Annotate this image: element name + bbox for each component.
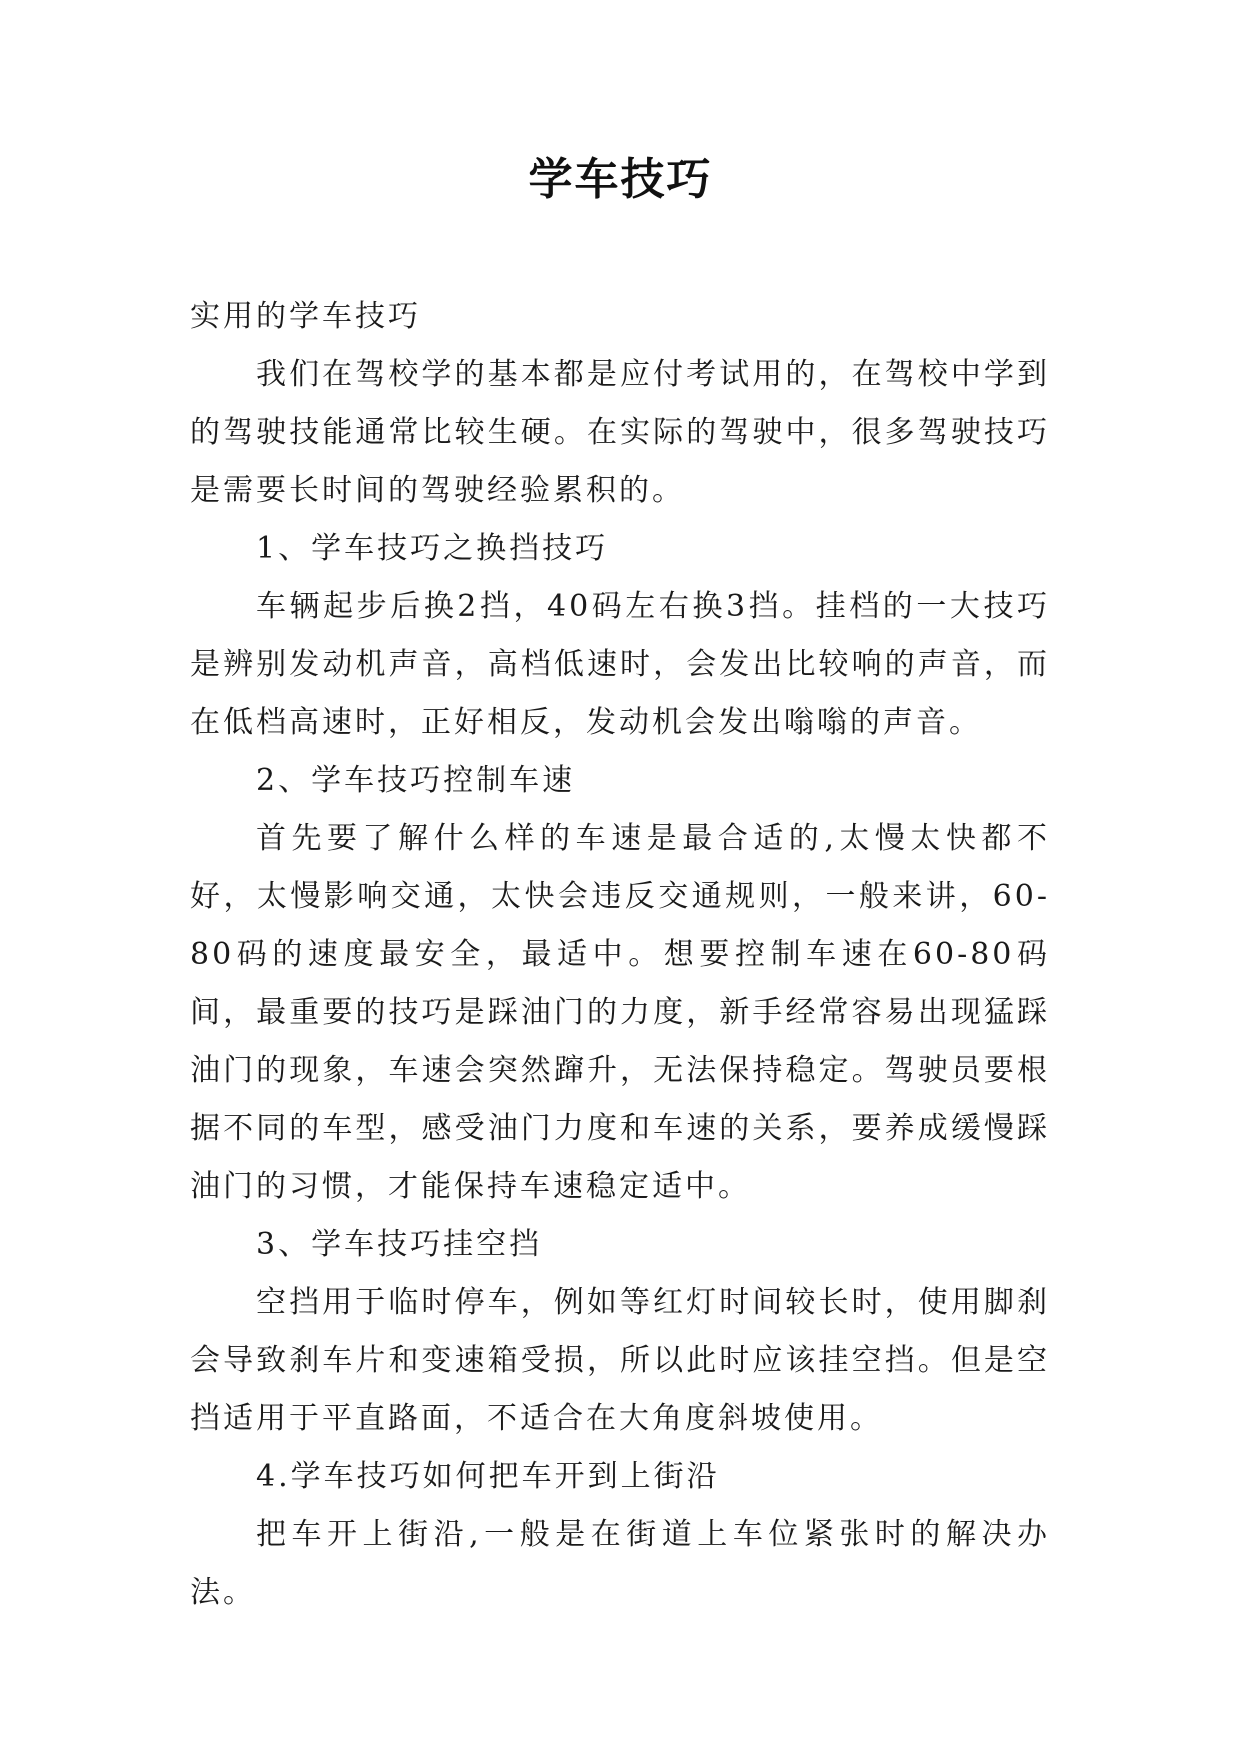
section-heading-2: 2、学车技巧控制车速 (256, 763, 576, 798)
paragraph-section-3: 空挡用于临时停车，例如等红灯时间较长时，使用脚刹会导致刹车片和变速箱受损，所以此时应该挂空挡。但是空挡适用于平直路面，不适合在大角度斜坡使用。 (190, 1285, 1050, 1436)
section-heading-3: 3、学车技巧挂空挡 (256, 1227, 543, 1262)
document-body (190, 288, 1050, 1622)
paragraph-section-1: 车辆起步后换2挡，40码左右换3挡。挂档的一大技巧是辨别发动机声音，高档低速时，会发出比较响的声音，而在低档高速时，正好相反，发动机会发出嗡嗡的声音。 (190, 589, 1050, 740)
paragraph-subtitle: 实用的学车技巧 (190, 299, 421, 334)
section-heading-1: 1、学车技巧之换挡技巧 (256, 531, 609, 566)
paragraph-section-4: 把车开上街沿,一般是在街道上车位紧张时的解决办法。 (190, 1517, 1050, 1610)
section-heading-4: 4.学车技巧如何把车开到上街沿 (256, 1459, 720, 1494)
paragraph-intro: 我们在驾校学的基本都是应付考试用的，在驾校中学到的驾驶技能通常比较生硬。在实际的驾驶中，很多驾驶技巧是需要长时间的驾驶经验累积的。 (190, 357, 1050, 508)
document-title: 学车技巧 (528, 154, 713, 205)
paragraph-section-2: 首先要了解什么样的车速是最合适的,太慢太快都不好，太慢影响交通，太快会违反交通规则，一般来讲，60-80码的速度最安全，最适中。想要控制车速在60-80码间，最重要的技巧是踩油门的力度，新手经常容易出现猛踩油门的现象，车速会突然蹿升，无法保持稳定。驾驶员要根据不同的车型，感受油门力度和车速的关系，要养成缓慢踩油门的习惯，才能保持车速稳定适中。 (190, 821, 1050, 1204)
